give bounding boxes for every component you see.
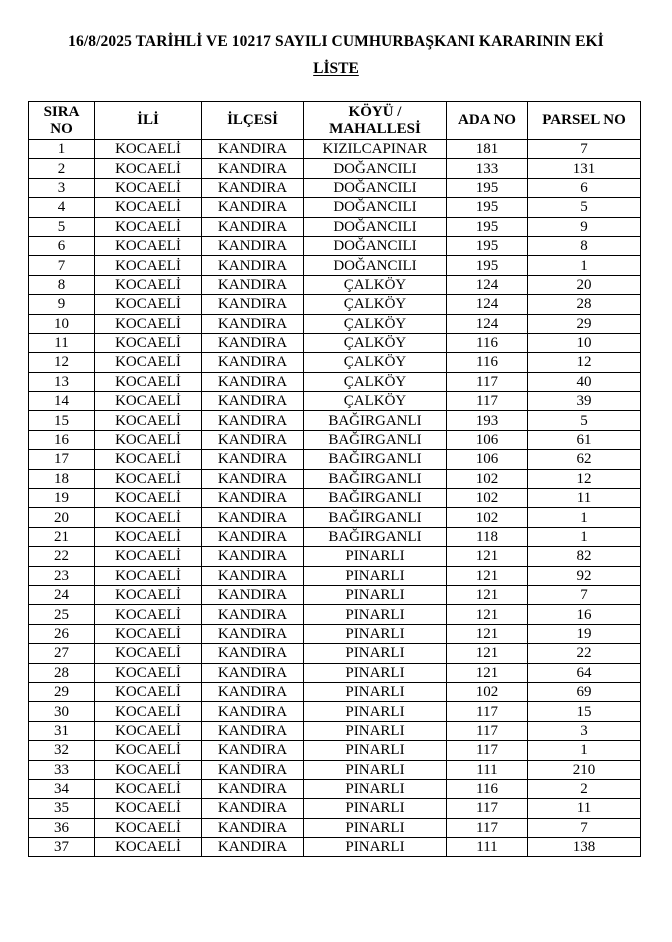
- header-line: ADA NO: [458, 112, 516, 128]
- header-ilcesi: [202, 102, 304, 140]
- document-subtitle: [0, 60, 672, 78]
- cell-koyu-mahallesi: PINARLI: [304, 644, 447, 663]
- cell-sira-no: 18: [29, 469, 95, 488]
- cell-sira-no: 35: [29, 799, 95, 818]
- cell-parsel-no: 210: [528, 760, 641, 779]
- cell-ilcesi: KANDIRA: [202, 256, 304, 275]
- cell-ilcesi: KANDIRA: [202, 547, 304, 566]
- cell-ada-no: 195: [447, 256, 528, 275]
- table-row: [29, 430, 641, 449]
- cell-sira-no: 28: [29, 663, 95, 682]
- cell-ada-no: 102: [447, 682, 528, 701]
- table-row: [29, 178, 641, 197]
- cell-ada-no: 102: [447, 469, 528, 488]
- table-row: [29, 256, 641, 275]
- table-row: [29, 469, 641, 488]
- cell-sira-no: 16: [29, 430, 95, 449]
- cell-ilcesi: KANDIRA: [202, 799, 304, 818]
- table-header-row: [29, 102, 641, 140]
- cell-ada-no: 117: [447, 372, 528, 391]
- cell-ili: KOCAELİ: [95, 644, 202, 663]
- cell-parsel-no: 138: [528, 838, 641, 857]
- cell-parsel-no: 8: [528, 236, 641, 255]
- table-row: [29, 702, 641, 721]
- cell-ili: KOCAELİ: [95, 838, 202, 857]
- cell-ilcesi: KANDIRA: [202, 236, 304, 255]
- table-row: [29, 566, 641, 585]
- table-row: [29, 159, 641, 178]
- cell-sira-no: 23: [29, 566, 95, 585]
- cell-ilcesi: KANDIRA: [202, 411, 304, 430]
- cell-ili: KOCAELİ: [95, 741, 202, 760]
- table-row: [29, 411, 641, 430]
- cell-parsel-no: 64: [528, 663, 641, 682]
- cell-sira-no: 32: [29, 741, 95, 760]
- cell-ilcesi: KANDIRA: [202, 721, 304, 740]
- cell-koyu-mahallesi: KIZILCAPINAR: [304, 140, 447, 159]
- table-row: [29, 585, 641, 604]
- cell-ada-no: 121: [447, 663, 528, 682]
- cell-parsel-no: 3: [528, 721, 641, 740]
- cell-parsel-no: 22: [528, 644, 641, 663]
- table-row: [29, 450, 641, 469]
- cell-koyu-mahallesi: ÇALKÖY: [304, 353, 447, 372]
- cell-ili: KOCAELİ: [95, 450, 202, 469]
- cell-ilcesi: KANDIRA: [202, 314, 304, 333]
- document-title: 16/8/2025 TARİHLİ VE 10217 SAYILI CUMHURBAŞKANI KARARININ EKİ: [68, 33, 604, 50]
- table-row: [29, 314, 641, 333]
- cell-parsel-no: 1: [528, 741, 641, 760]
- cell-parsel-no: 61: [528, 430, 641, 449]
- cell-ilcesi: KANDIRA: [202, 585, 304, 604]
- cell-ili: KOCAELİ: [95, 527, 202, 546]
- cell-ada-no: 121: [447, 547, 528, 566]
- header-line: SIRA: [43, 103, 80, 120]
- cell-ili: KOCAELİ: [95, 566, 202, 585]
- cell-ilcesi: KANDIRA: [202, 741, 304, 760]
- cell-koyu-mahallesi: ÇALKÖY: [304, 275, 447, 294]
- cell-parsel-no: 92: [528, 566, 641, 585]
- cell-sira-no: 4: [29, 198, 95, 217]
- cell-ada-no: 102: [447, 508, 528, 527]
- cell-ilcesi: KANDIRA: [202, 663, 304, 682]
- table-row: [29, 236, 641, 255]
- cell-ilcesi: KANDIRA: [202, 333, 304, 352]
- cell-parsel-no: 16: [528, 605, 641, 624]
- cell-ilcesi: KANDIRA: [202, 275, 304, 294]
- cell-ada-no: 106: [447, 430, 528, 449]
- cell-koyu-mahallesi: BAĞIRGANLI: [304, 508, 447, 527]
- table-row: [29, 392, 641, 411]
- header-ada-no: [447, 102, 528, 140]
- cell-ili: KOCAELİ: [95, 605, 202, 624]
- cell-koyu-mahallesi: ÇALKÖY: [304, 295, 447, 314]
- table-row: [29, 275, 641, 294]
- table-row: [29, 760, 641, 779]
- cell-koyu-mahallesi: BAĞIRGANLI: [304, 411, 447, 430]
- cell-ili: KOCAELİ: [95, 469, 202, 488]
- cell-ada-no: 117: [447, 799, 528, 818]
- cell-parsel-no: 7: [528, 140, 641, 159]
- header-ili: [95, 102, 202, 140]
- cell-sira-no: 22: [29, 547, 95, 566]
- cell-ili: KOCAELİ: [95, 411, 202, 430]
- cell-koyu-mahallesi: PINARLI: [304, 566, 447, 585]
- table-row: [29, 624, 641, 643]
- table-row: [29, 779, 641, 798]
- cell-sira-no: 2: [29, 159, 95, 178]
- cell-parsel-no: 131: [528, 159, 641, 178]
- cell-ilcesi: KANDIRA: [202, 682, 304, 701]
- cell-koyu-mahallesi: DOĞANCILI: [304, 178, 447, 197]
- cell-ili: KOCAELİ: [95, 236, 202, 255]
- cell-koyu-mahallesi: PINARLI: [304, 585, 447, 604]
- cell-sira-no: 26: [29, 624, 95, 643]
- cell-ilcesi: KANDIRA: [202, 178, 304, 197]
- cell-ada-no: 133: [447, 159, 528, 178]
- cell-koyu-mahallesi: PINARLI: [304, 799, 447, 818]
- cell-koyu-mahallesi: ÇALKÖY: [304, 314, 447, 333]
- cell-ilcesi: KANDIRA: [202, 508, 304, 527]
- cell-parsel-no: 5: [528, 198, 641, 217]
- cell-koyu-mahallesi: DOĞANCILI: [304, 217, 447, 236]
- cell-ili: KOCAELİ: [95, 663, 202, 682]
- cell-parsel-no: 6: [528, 178, 641, 197]
- cell-ada-no: 117: [447, 392, 528, 411]
- cell-ilcesi: KANDIRA: [202, 838, 304, 857]
- cell-koyu-mahallesi: BAĞIRGANLI: [304, 489, 447, 508]
- cell-koyu-mahallesi: PINARLI: [304, 838, 447, 857]
- header-parsel-no: [528, 102, 641, 140]
- cell-koyu-mahallesi: DOĞANCILI: [304, 256, 447, 275]
- cell-koyu-mahallesi: BAĞIRGANLI: [304, 430, 447, 449]
- cell-sira-no: 31: [29, 721, 95, 740]
- cell-ada-no: 124: [447, 275, 528, 294]
- cell-koyu-mahallesi: PINARLI: [304, 721, 447, 740]
- cell-ada-no: 121: [447, 585, 528, 604]
- cell-parsel-no: 69: [528, 682, 641, 701]
- cell-ada-no: 193: [447, 411, 528, 430]
- cell-parsel-no: 11: [528, 489, 641, 508]
- cell-koyu-mahallesi: PINARLI: [304, 702, 447, 721]
- cell-koyu-mahallesi: PINARLI: [304, 818, 447, 837]
- cell-ili: KOCAELİ: [95, 489, 202, 508]
- cell-koyu-mahallesi: DOĞANCILI: [304, 236, 447, 255]
- cell-koyu-mahallesi: PINARLI: [304, 760, 447, 779]
- table-row: [29, 527, 641, 546]
- cell-ili: KOCAELİ: [95, 333, 202, 352]
- cell-ilcesi: KANDIRA: [202, 353, 304, 372]
- cell-parsel-no: 1: [528, 508, 641, 527]
- table-row: [29, 663, 641, 682]
- cell-sira-no: 7: [29, 256, 95, 275]
- cell-ada-no: 117: [447, 818, 528, 837]
- cell-parsel-no: 2: [528, 779, 641, 798]
- table-row: [29, 682, 641, 701]
- cell-koyu-mahallesi: ÇALKÖY: [304, 392, 447, 411]
- cell-sira-no: 21: [29, 527, 95, 546]
- cell-ilcesi: KANDIRA: [202, 140, 304, 159]
- parcel-list-table: [28, 101, 641, 857]
- cell-ili: KOCAELİ: [95, 256, 202, 275]
- table-row: [29, 721, 641, 740]
- cell-parsel-no: 62: [528, 450, 641, 469]
- header-line: KÖYÜ /: [348, 103, 402, 120]
- table-row: [29, 333, 641, 352]
- cell-ili: KOCAELİ: [95, 159, 202, 178]
- cell-parsel-no: 29: [528, 314, 641, 333]
- table-row: [29, 353, 641, 372]
- cell-ada-no: 106: [447, 450, 528, 469]
- table-row: [29, 644, 641, 663]
- cell-ili: KOCAELİ: [95, 547, 202, 566]
- cell-ili: KOCAELİ: [95, 702, 202, 721]
- table-row: [29, 818, 641, 837]
- table-row: [29, 741, 641, 760]
- cell-ada-no: 195: [447, 198, 528, 217]
- table-row: [29, 508, 641, 527]
- cell-parsel-no: 19: [528, 624, 641, 643]
- table-row: [29, 372, 641, 391]
- cell-koyu-mahallesi: PINARLI: [304, 741, 447, 760]
- cell-parsel-no: 12: [528, 469, 641, 488]
- cell-sira-no: 19: [29, 489, 95, 508]
- cell-ili: KOCAELİ: [95, 818, 202, 837]
- cell-ili: KOCAELİ: [95, 682, 202, 701]
- cell-sira-no: 1: [29, 140, 95, 159]
- header-line: NO: [50, 120, 73, 137]
- cell-sira-no: 8: [29, 275, 95, 294]
- cell-koyu-mahallesi: PINARLI: [304, 682, 447, 701]
- cell-koyu-mahallesi: PINARLI: [304, 547, 447, 566]
- cell-sira-no: 15: [29, 411, 95, 430]
- cell-ada-no: 121: [447, 644, 528, 663]
- cell-ilcesi: KANDIRA: [202, 392, 304, 411]
- cell-parsel-no: 82: [528, 547, 641, 566]
- header-line: İLİ: [137, 112, 159, 128]
- cell-ili: KOCAELİ: [95, 314, 202, 333]
- cell-ili: KOCAELİ: [95, 430, 202, 449]
- table-row: [29, 295, 641, 314]
- cell-ili: KOCAELİ: [95, 353, 202, 372]
- table-row: [29, 198, 641, 217]
- cell-parsel-no: 39: [528, 392, 641, 411]
- cell-ada-no: 124: [447, 295, 528, 314]
- header-koyu-mahallesi: [304, 102, 447, 140]
- cell-sira-no: 13: [29, 372, 95, 391]
- cell-ili: KOCAELİ: [95, 392, 202, 411]
- cell-koyu-mahallesi: PINARLI: [304, 605, 447, 624]
- cell-ilcesi: KANDIRA: [202, 469, 304, 488]
- cell-sira-no: 5: [29, 217, 95, 236]
- cell-ada-no: 116: [447, 779, 528, 798]
- cell-ada-no: 117: [447, 702, 528, 721]
- cell-koyu-mahallesi: PINARLI: [304, 663, 447, 682]
- table-row: [29, 605, 641, 624]
- table-row: [29, 799, 641, 818]
- cell-koyu-mahallesi: DOĞANCILI: [304, 159, 447, 178]
- cell-ili: KOCAELİ: [95, 624, 202, 643]
- cell-parsel-no: 15: [528, 702, 641, 721]
- cell-koyu-mahallesi: BAĞIRGANLI: [304, 469, 447, 488]
- cell-sira-no: 30: [29, 702, 95, 721]
- cell-ada-no: 111: [447, 760, 528, 779]
- table-body: [29, 140, 641, 857]
- cell-ili: KOCAELİ: [95, 799, 202, 818]
- cell-parsel-no: 9: [528, 217, 641, 236]
- cell-sira-no: 17: [29, 450, 95, 469]
- cell-ili: KOCAELİ: [95, 508, 202, 527]
- cell-parsel-no: 40: [528, 372, 641, 391]
- cell-sira-no: 34: [29, 779, 95, 798]
- cell-sira-no: 33: [29, 760, 95, 779]
- cell-koyu-mahallesi: ÇALKÖY: [304, 372, 447, 391]
- cell-sira-no: 6: [29, 236, 95, 255]
- cell-ada-no: 111: [447, 838, 528, 857]
- cell-koyu-mahallesi: PINARLI: [304, 779, 447, 798]
- cell-ili: KOCAELİ: [95, 779, 202, 798]
- cell-ili: KOCAELİ: [95, 721, 202, 740]
- cell-ilcesi: KANDIRA: [202, 450, 304, 469]
- cell-koyu-mahallesi: BAĞIRGANLI: [304, 527, 447, 546]
- cell-ilcesi: KANDIRA: [202, 217, 304, 236]
- table-row: [29, 217, 641, 236]
- cell-ili: KOCAELİ: [95, 295, 202, 314]
- header-line: İLÇESİ: [227, 112, 278, 128]
- cell-sira-no: 37: [29, 838, 95, 857]
- cell-sira-no: 27: [29, 644, 95, 663]
- cell-ilcesi: KANDIRA: [202, 605, 304, 624]
- cell-ada-no: 117: [447, 741, 528, 760]
- cell-parsel-no: 7: [528, 818, 641, 837]
- cell-sira-no: 14: [29, 392, 95, 411]
- cell-sira-no: 20: [29, 508, 95, 527]
- cell-ili: KOCAELİ: [95, 178, 202, 197]
- cell-sira-no: 10: [29, 314, 95, 333]
- cell-ada-no: 118: [447, 527, 528, 546]
- cell-ili: KOCAELİ: [95, 372, 202, 391]
- cell-ilcesi: KANDIRA: [202, 624, 304, 643]
- cell-ada-no: 195: [447, 236, 528, 255]
- cell-sira-no: 36: [29, 818, 95, 837]
- cell-sira-no: 24: [29, 585, 95, 604]
- cell-ilcesi: KANDIRA: [202, 527, 304, 546]
- cell-ilcesi: KANDIRA: [202, 489, 304, 508]
- cell-ada-no: 181: [447, 140, 528, 159]
- cell-sira-no: 3: [29, 178, 95, 197]
- cell-parsel-no: 11: [528, 799, 641, 818]
- cell-ada-no: 124: [447, 314, 528, 333]
- cell-parsel-no: 12: [528, 353, 641, 372]
- cell-ilcesi: KANDIRA: [202, 159, 304, 178]
- cell-sira-no: 11: [29, 333, 95, 352]
- table-row: [29, 140, 641, 159]
- cell-ilcesi: KANDIRA: [202, 295, 304, 314]
- cell-parsel-no: 1: [528, 527, 641, 546]
- cell-sira-no: 29: [29, 682, 95, 701]
- cell-ili: KOCAELİ: [95, 217, 202, 236]
- table-row: [29, 489, 641, 508]
- cell-ili: KOCAELİ: [95, 760, 202, 779]
- cell-ada-no: 116: [447, 353, 528, 372]
- cell-koyu-mahallesi: ÇALKÖY: [304, 333, 447, 352]
- cell-parsel-no: 5: [528, 411, 641, 430]
- cell-parsel-no: 10: [528, 333, 641, 352]
- cell-ilcesi: KANDIRA: [202, 198, 304, 217]
- cell-ada-no: 117: [447, 721, 528, 740]
- cell-sira-no: 12: [29, 353, 95, 372]
- table-row: [29, 547, 641, 566]
- cell-ili: KOCAELİ: [95, 275, 202, 294]
- cell-sira-no: 25: [29, 605, 95, 624]
- cell-ada-no: 195: [447, 178, 528, 197]
- cell-ilcesi: KANDIRA: [202, 430, 304, 449]
- header-line: PARSEL NO: [542, 112, 626, 128]
- cell-ilcesi: KANDIRA: [202, 779, 304, 798]
- header-line: MAHALLESİ: [329, 120, 421, 137]
- cell-ili: KOCAELİ: [95, 585, 202, 604]
- cell-koyu-mahallesi: DOĞANCILI: [304, 198, 447, 217]
- header-sira-no: [29, 102, 95, 140]
- cell-parsel-no: 1: [528, 256, 641, 275]
- cell-ilcesi: KANDIRA: [202, 760, 304, 779]
- subtitle-text: LİSTE: [313, 60, 359, 77]
- cell-ili: KOCAELİ: [95, 198, 202, 217]
- cell-ilcesi: KANDIRA: [202, 702, 304, 721]
- cell-ada-no: 121: [447, 566, 528, 585]
- cell-ilcesi: KANDIRA: [202, 372, 304, 391]
- cell-ada-no: 195: [447, 217, 528, 236]
- cell-ada-no: 121: [447, 624, 528, 643]
- table-row: [29, 838, 641, 857]
- cell-ada-no: 121: [447, 605, 528, 624]
- cell-koyu-mahallesi: PINARLI: [304, 624, 447, 643]
- cell-parsel-no: 28: [528, 295, 641, 314]
- cell-ada-no: 116: [447, 333, 528, 352]
- cell-sira-no: 9: [29, 295, 95, 314]
- cell-parsel-no: 7: [528, 585, 641, 604]
- cell-ada-no: 102: [447, 489, 528, 508]
- cell-ili: KOCAELİ: [95, 140, 202, 159]
- cell-ilcesi: KANDIRA: [202, 818, 304, 837]
- cell-ilcesi: KANDIRA: [202, 644, 304, 663]
- cell-koyu-mahallesi: BAĞIRGANLI: [304, 450, 447, 469]
- cell-ilcesi: KANDIRA: [202, 566, 304, 585]
- cell-parsel-no: 20: [528, 275, 641, 294]
